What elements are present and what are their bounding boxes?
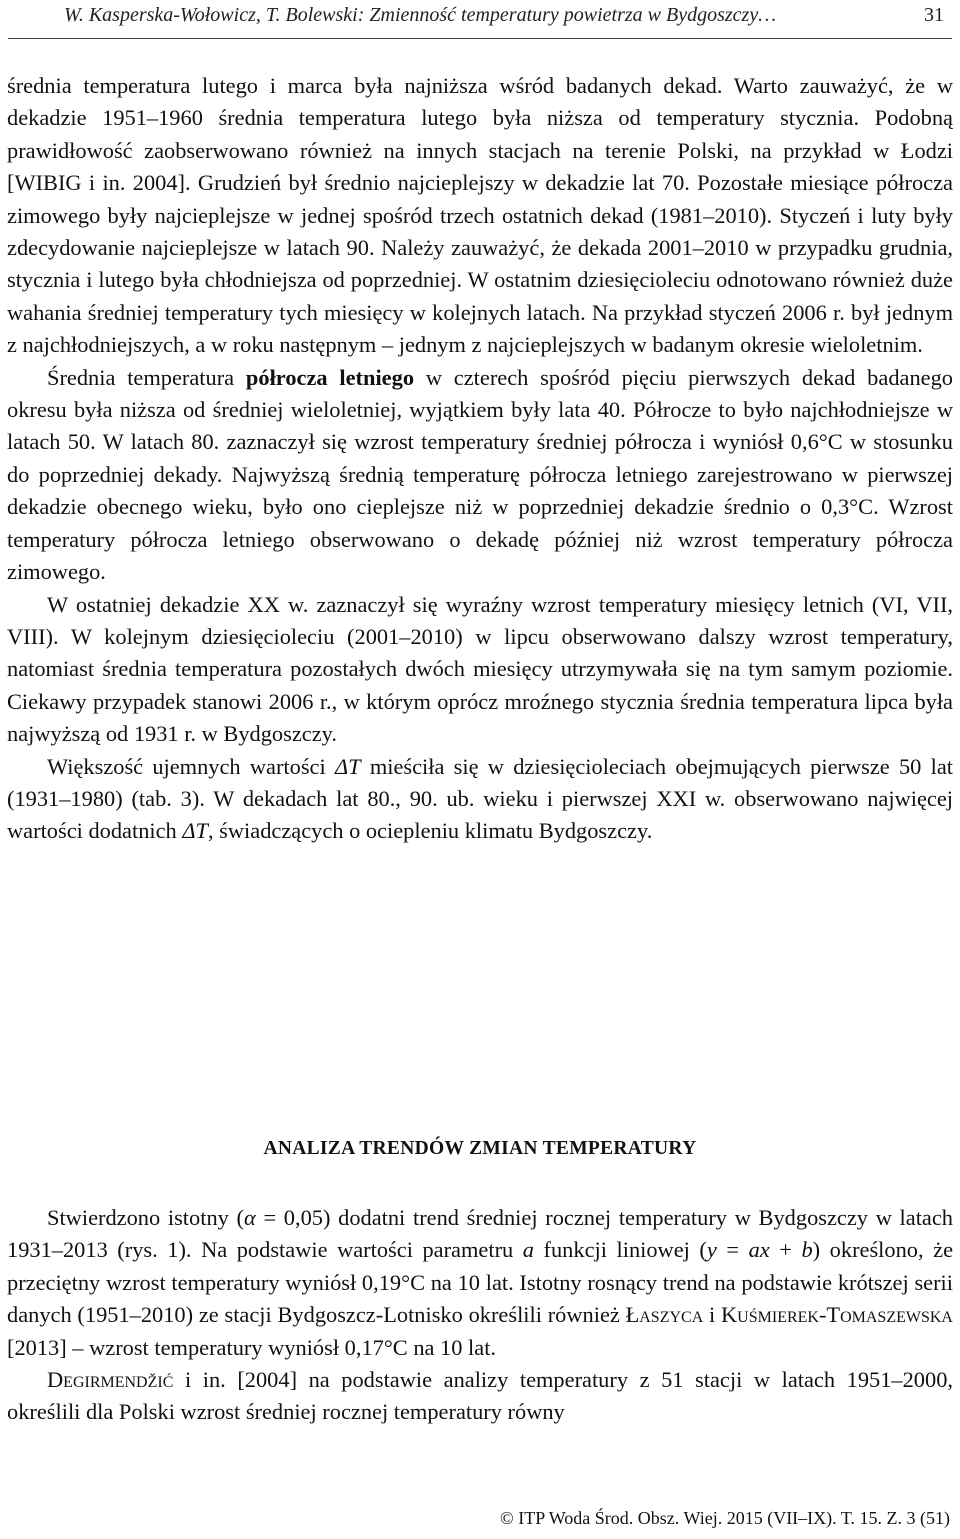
running-header: [8, 4, 952, 32]
author-citation: Łaszyca: [625, 1302, 704, 1328]
author-citation: Degirmendžić: [47, 1367, 174, 1393]
body-text-top: [7, 70, 953, 848]
page-number: 31: [924, 4, 944, 26]
bold-term: półrocza letniego: [245, 364, 415, 390]
journal-footer: © ITP Woda Środ. Obsz. Wiej. 2015 (VII–IX). T. 15. Z. 3 (51): [500, 1508, 950, 1528]
header-rule: [8, 38, 952, 39]
author-citation: Kuśmierek-Tomaszewska: [721, 1302, 953, 1328]
running-header-title: W. Kasperska-Wołowicz, T. Bolewski: Zmienność temperatury powietrza w Bydgoszczy…: [64, 4, 777, 26]
section-heading: ANALIZA TRENDÓW ZMIAN TEMPERATURY: [263, 1138, 697, 1159]
delta-t-symbol: ΔT: [334, 753, 361, 779]
paragraph-winter-continuation: średnia temperatura lutego i marca była najniższa wśród badanych dekad. Warto zauważyć, że w dekadzie 1951–1960 średnia temperatura lutego była niższa od temperatury stycznia. Podobną prawidłowość zaobserwowano również na innych stacjach na terenie Polski, na przykład w Łodzi [WIBIG i in. 2004]. Grudzień był średnio najcieplejszy w dekadzie lat 70. Pozostałe miesiące półrocza zimowego były najcieplejsze w jednej spośród trzech ostatnich dekad (1981–2010). Styczeń i luty były zdecydowanie najcieplejsze w latach 90. Należy zauważyć, że dekada 2001–2010 w przypadku grudnia, stycznia i lutego była chłodniejsza od poprzedniej. W ostatnim dziesięcioleciu odnotowano również duże wahania średniej temperatury tych miesięcy w kolejnych latach. Na przykład styczeń 2006 r. był jednym z najchłodniejszych, a w roku następnym – jednym z najcieplejszych w badanym okresie wieloletnim.: [7, 73, 953, 358]
paragraph-degirmendzic: Degirmendžić i in. [2004] na podstawie analizy temperatury z 51 stacji w latach 1951–2000, określili dla Polski wzrost średniej rocznej temperatury równy: [7, 1367, 953, 1425]
paragraph-trend: Stwierdzono istotny (α = 0,05) dodatni trend średniej rocznej temperatury w Bydgoszczy w latach 1931–2013 (rys. 1). Na podstawie wartości parametru a funkcji liniowej (y = ax + b) określono, że przeciętny wzrost temperatury wyniósł 0,19°C na 10 lat. Istotny rosnący trend na podstawie krótszej serii danych (1951–2010) ze stacji Bydgoszcz-Lotnisko określili również Łaszyca i Kuśmierek-Tomaszewska [2013] – wzrost temperatury wyniósł 0,17°C na 10 lat.: [7, 1205, 954, 1360]
body-text-trends: [7, 1202, 953, 1429]
delta-t-symbol: ΔT: [182, 818, 208, 844]
paragraph-summer-half-year: Średnia temperatura półrocza letniego w czterech spośród pięciu pierwszych dekad badanego okresu była niższa od średniej wieloletniej, wyjątkiem były lata 40. Półrocze to było najchłodniejsze w latach 50. W latach 80. zaznaczył się wzrost temperatury średniej półrocza i wyniósł 0,6°C w stosunku do poprzedniej dekady. Najwyższą średnią temperaturę półrocza letniego zarejestrowano w pierwszej dekadzie obecnego wieku, było ono cieplejsze niż w poprzedniej dekadzie średnio o 0,3°C. Wzrost temperatury półrocza letniego obserwowano o dekadę później niż wzrost temperatury półrocza zimowego.: [7, 364, 953, 585]
paragraph-summer-months: W ostatniej dekadzie XX w. zaznaczył się wyraźny wzrost temperatury miesięcy letnich (VI, VII, VIII). W kolejnym dziesięcioleciu (2001–2010) w lipcu obserwowano dalszy wzrost temperatury, natomiast średnia temperatura pozostałych dwóch miesięcy utrzymywała się na tym samym poziomie. Ciekawy przypadek stanowi 2006 r., w którym oprócz mroźnego stycznia średnia temperatura lipca była najwyższą od 1931 r. w Bydgoszczy.: [7, 591, 953, 747]
paragraph-delta-t: Większość ujemnych wartości ΔT mieściła się w dziesięcioleciach obejmujących pierwsze 50 lat (1931–1980) (tab. 3). W dekadach lat 80., 90. ub. wieku i pierwszej XXI w. obserwowano najwięcej wartości dodatnich ΔT, świadczących o ociepleniu klimatu Bydgoszczy.: [7, 753, 954, 844]
